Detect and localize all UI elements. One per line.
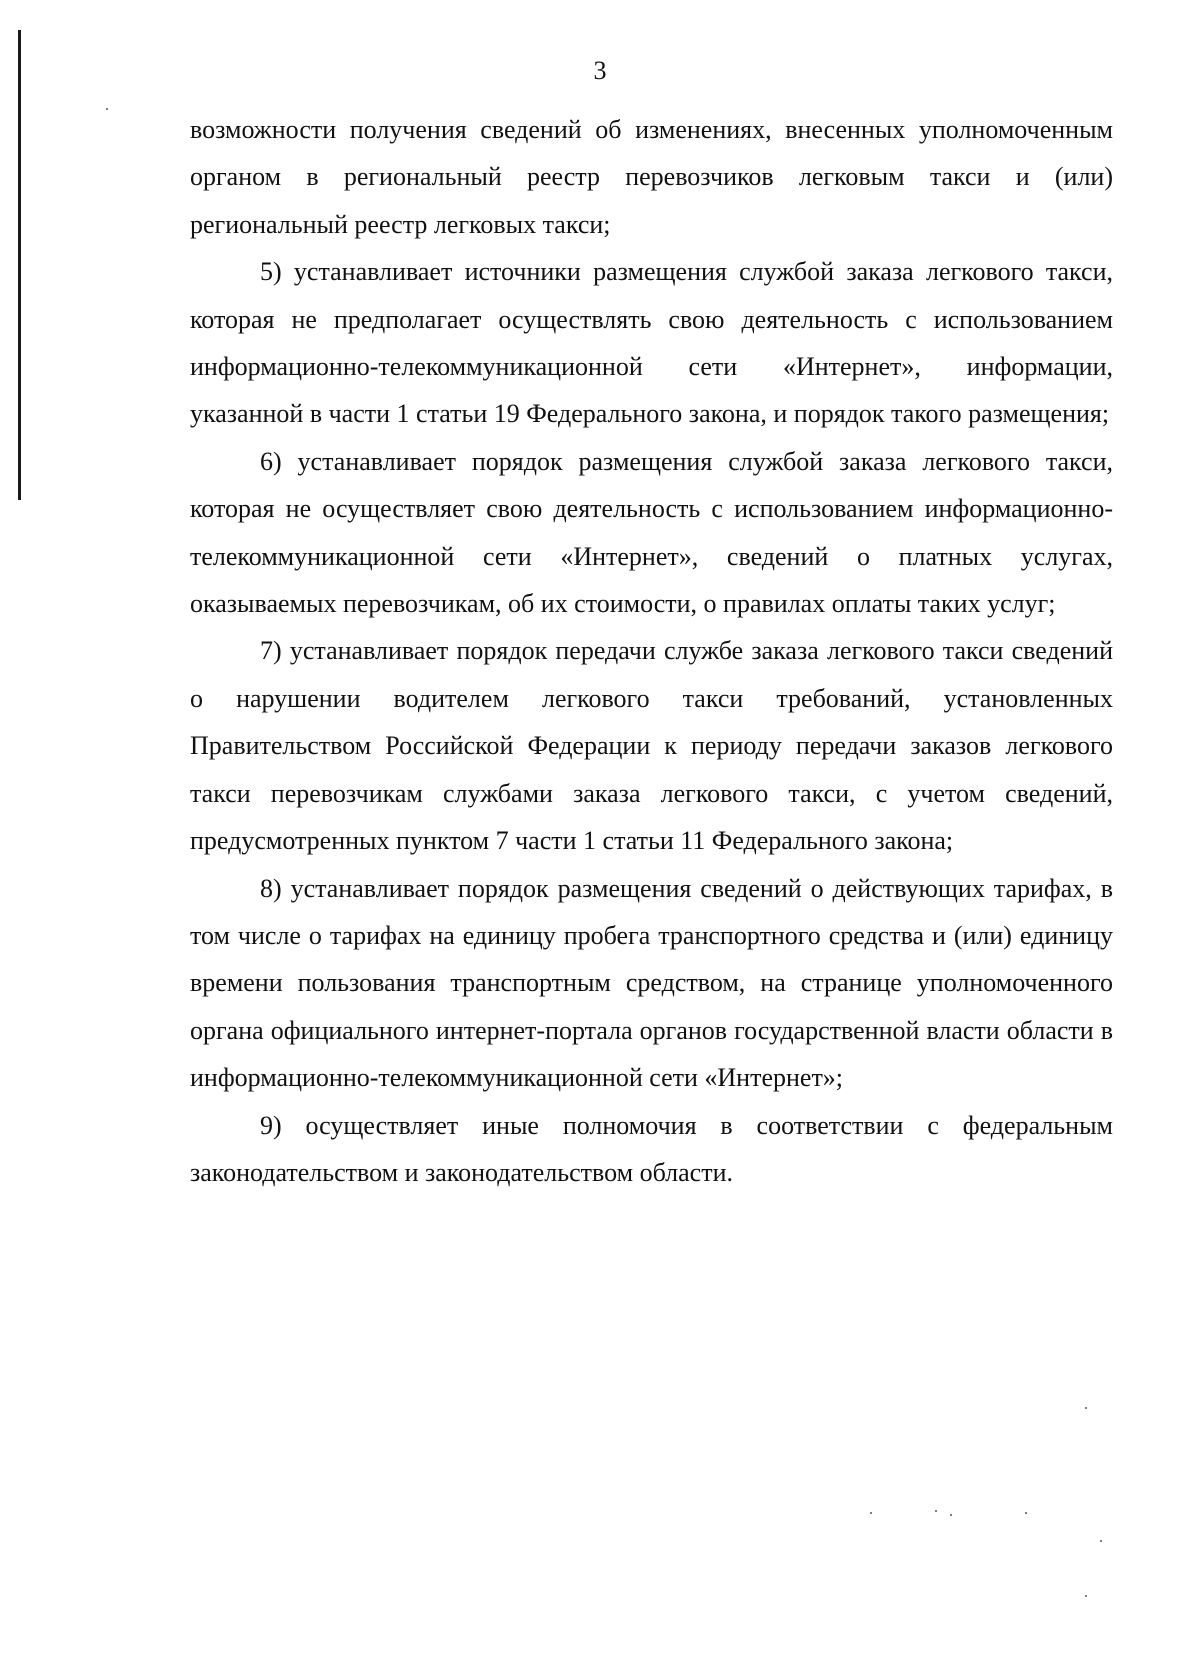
scan-speck [1085,1595,1087,1597]
paragraph-item-9: 9) осуществляет иные полномочия в соответствии с федеральным законодательством и законодательством области. [190,1110,1113,1187]
paragraph-continuation: возможности получения сведений об изменениях, внесенных уполномоченным органом в региональный реестр перевозчиков легковым такси и (или) региональный реестр легковых такси; [190,115,1113,239]
scan-speck [950,1514,952,1516]
scan-speck [935,1510,937,1512]
scan-speck [870,1512,872,1514]
scan-speck [1100,1540,1102,1542]
paragraph-item-7: 7) устанавливает порядок передачи службе заказа легкового такси сведений о нарушении водителем легкового такси требований, установленных Правительством Российской Федерации к периоду передачи заказов легкового такси перевозчикам службами заказа легкового такси, с учетом сведений, предусмотренных пунктом 7 части 1 статьи 11 Федерального закона; [190,636,1113,856]
paragraph-item-8: 8) устанавливает порядок размещения сведений о действующих тарифах, в том числе о тарифах на единицу пробега транспортного средства и (или) единицу времени пользования транспортным средством, на странице уполномоченного органа официального интернет-портала органов государственной власти области в информационно-телекоммуникационной сети «Интернет»; [190,873,1113,1093]
page-number: 3 [593,56,607,85]
scan-edge-line [18,30,21,500]
scan-speck [1025,1512,1027,1514]
document-body [190,106,1113,1196]
scan-speck [1085,1407,1087,1409]
paragraph-item-6: 6) устанавливает порядок размещения службой заказа легкового такси, которая не осуществляет свою деятельность с использованием информационно-телекоммуникационной сети «Интернет», сведений о платных услугах, оказываемых перевозчикам, об их стоимости, о правилах оплаты таких услуг; [190,446,1113,619]
paragraph-item-5: 5) устанавливает источники размещения службой заказа легкового такси, которая не предполагает осуществлять свою деятельность с использованием информационно-телекоммуникационной сети «Интернет», информации, указанной в части 1 статьи 19 Федерального закона, и порядок такого размещения; [190,257,1113,429]
scan-speck [106,108,108,110]
